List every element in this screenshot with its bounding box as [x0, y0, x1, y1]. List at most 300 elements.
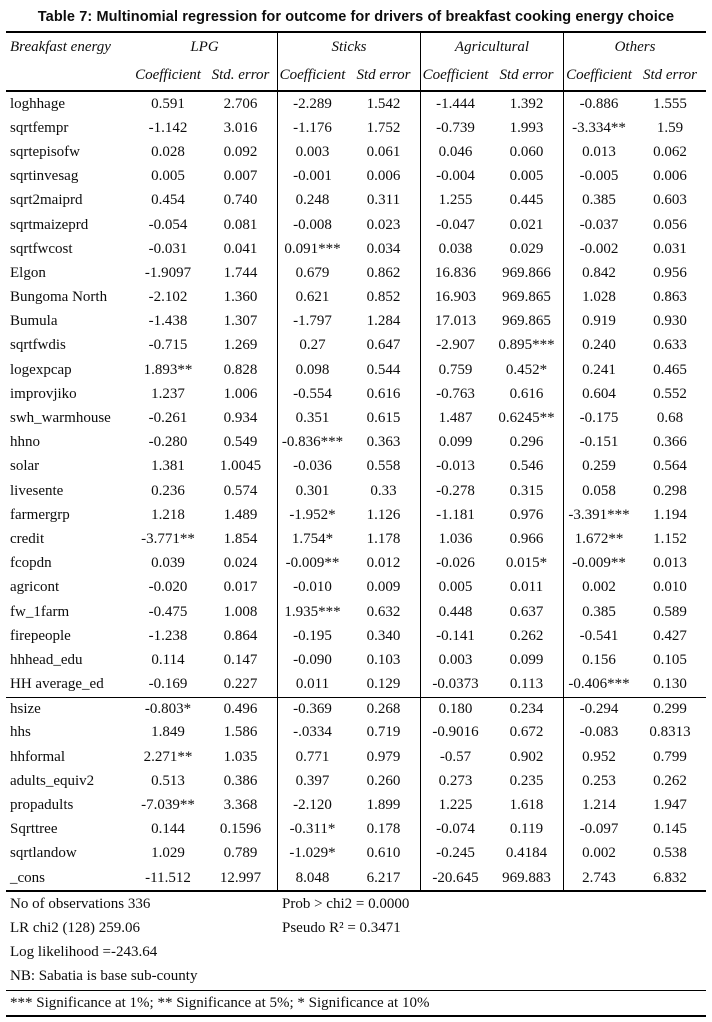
cell-value: 0.144 — [151, 821, 185, 838]
cell-value: 0.589 — [653, 603, 687, 620]
cell-value: -0.141 — [420, 624, 490, 648]
cell-value: 3.368 — [223, 797, 258, 814]
cell-value: 0.863 — [653, 289, 687, 306]
stat-lr-chi2: LR chi2 (128) 259.06 — [10, 919, 140, 936]
cell-value: -1.238 — [148, 627, 188, 644]
paper-table-page — [6, 6, 706, 1017]
row-label: sqrtepisofw — [10, 143, 80, 160]
cell-value: -0.036 — [277, 455, 347, 479]
table-row — [6, 745, 706, 769]
cell-value: -20.645 — [420, 866, 490, 890]
cell-value: 0.828 — [223, 361, 258, 378]
cell-value: -0.0373 — [420, 673, 490, 697]
row-label: Bumula — [10, 313, 58, 330]
cell-value: 0.235 — [509, 772, 544, 789]
cell-value: -0.074 — [420, 818, 490, 842]
stat-log-likelihood: Log likelihood =-243.64 — [10, 943, 158, 960]
cell-value: 0.006 — [653, 168, 687, 185]
cell-value: 1.487 — [420, 406, 490, 430]
cell-value: 0.930 — [653, 313, 687, 330]
cell-value: -0.886 — [563, 92, 634, 116]
cell-value: 0.015* — [505, 555, 548, 572]
cell-value: 0.007 — [223, 168, 258, 185]
cell-value: 969.865 — [502, 313, 551, 330]
cell-value: 969.883 — [502, 869, 551, 886]
significance-note: *** Significance at 1%; ** Significance at 5%; * Significance at 10% — [10, 994, 430, 1011]
cell-value: 0.632 — [366, 603, 401, 620]
cell-value: 0.385 — [563, 600, 634, 624]
cell-value: 1.947 — [653, 797, 687, 814]
cell-value: -2.102 — [148, 289, 188, 306]
cell-value: 0.771 — [277, 745, 347, 769]
cell-value: 1.284 — [366, 313, 401, 330]
cell-value: -0.803* — [144, 700, 192, 717]
table-row — [6, 455, 706, 479]
table-row — [6, 600, 706, 624]
cell-value: -0.013 — [420, 455, 490, 479]
cell-value: -0.195 — [277, 624, 347, 648]
cell-value: 0.363 — [366, 434, 401, 451]
cell-value: -1.952* — [277, 503, 347, 527]
cell-value: -0.836*** — [277, 431, 347, 455]
cell-value: 0.011 — [509, 579, 544, 596]
row-label: sqrtmaizeprd — [10, 216, 89, 233]
cell-value: 0.546 — [509, 458, 544, 475]
row-label: firepeople — [10, 627, 71, 644]
cell-value: 969.866 — [502, 264, 551, 281]
row-label: hhs — [10, 724, 31, 741]
cell-value: -0.715 — [148, 337, 188, 354]
table-row — [6, 189, 706, 213]
row-label: hhno — [10, 434, 40, 451]
column-header-lpg-stderror: Std. error — [211, 67, 270, 83]
cell-value: 0.061 — [366, 143, 401, 160]
cell-value: 0.023 — [366, 216, 401, 233]
cell-value: 0.315 — [509, 482, 544, 499]
table-row — [6, 576, 706, 600]
cell-value: 0.842 — [563, 261, 634, 285]
cell-value: -0.175 — [563, 406, 634, 430]
cell-value: 0.009 — [366, 579, 401, 596]
cell-value: 0.33 — [370, 482, 397, 499]
row-label: sqrtlandow — [10, 845, 77, 862]
table-row — [6, 793, 706, 817]
cell-value: 0.113 — [509, 676, 544, 693]
cell-value: -0.763 — [420, 382, 490, 406]
cell-value: 0.253 — [563, 769, 634, 793]
cell-value: 1.214 — [563, 793, 634, 817]
cell-value: 0.038 — [420, 237, 490, 261]
table-row — [6, 237, 706, 261]
cell-value: 0.610 — [366, 845, 401, 862]
column-header-others-coefficient: Coefficient — [563, 61, 634, 90]
cell-value: 0.011 — [277, 673, 347, 697]
cell-value: 0.672 — [509, 724, 544, 741]
cell-value: 0.976 — [509, 506, 544, 523]
table-row — [6, 334, 706, 358]
table-row — [6, 673, 706, 697]
cell-value: 0.862 — [366, 264, 401, 281]
cell-value: -1.9097 — [144, 264, 192, 281]
cell-value: 0.6245** — [498, 410, 555, 427]
cell-value: 1.59 — [656, 119, 684, 136]
row-label: loghhage — [10, 95, 65, 112]
table-row — [6, 382, 706, 406]
cell-value: 1.854 — [223, 530, 258, 547]
cell-value: 0.130 — [653, 676, 687, 693]
cell-value: 0.034 — [366, 240, 401, 257]
cell-value: 0.005 — [151, 168, 185, 185]
cell-value: 0.919 — [563, 310, 634, 334]
row-label: livesente — [10, 482, 64, 499]
cell-value: -0.005 — [563, 165, 634, 189]
cell-value: 0.615 — [366, 410, 401, 427]
row-label: swh_warmhouse — [10, 410, 111, 427]
table-row — [6, 842, 706, 866]
cell-value: 1.225 — [420, 793, 490, 817]
row-label: _cons — [10, 869, 45, 886]
cell-value: 0.8313 — [649, 724, 691, 741]
cell-value: 1.152 — [653, 530, 687, 547]
cell-value: -0.004 — [420, 165, 490, 189]
column-header-sticks-coefficient: Coefficient — [277, 61, 347, 90]
cell-value: 0.27 — [277, 334, 347, 358]
cell-value: 1.555 — [653, 95, 687, 112]
row-label: adults_equiv2 — [10, 772, 95, 789]
cell-value: 8.048 — [277, 866, 347, 890]
cell-value: -1.438 — [148, 313, 188, 330]
row-label: improvjiko — [10, 385, 77, 402]
cell-value: 0.114 — [151, 651, 185, 668]
table-row — [6, 648, 706, 672]
cell-value: -11.512 — [145, 869, 191, 886]
row-label: fcopdn — [10, 555, 52, 572]
cell-value: -0.151 — [563, 431, 634, 455]
cell-value: 0.002 — [563, 842, 634, 866]
cell-value: 2.706 — [223, 95, 258, 112]
cell-value: 0.005 — [420, 576, 490, 600]
cell-value: 1.006 — [223, 385, 258, 402]
row-label: propadults — [10, 797, 74, 814]
cell-value: 0.099 — [420, 431, 490, 455]
group-header-agricultural: Agricultural — [420, 33, 563, 61]
cell-value: 0.637 — [509, 603, 544, 620]
cell-value: -0.169 — [148, 676, 188, 693]
table-row — [6, 818, 706, 842]
cell-value: 0.021 — [509, 216, 544, 233]
cell-value: -.0334 — [277, 721, 347, 745]
cell-value: 1.392 — [509, 95, 544, 112]
stat-observations: No of observations 336 — [10, 895, 151, 912]
cell-value: -0.037 — [563, 213, 634, 237]
cell-value: 0.616 — [366, 385, 401, 402]
cell-value: 0.386 — [223, 772, 258, 789]
column-header-lpg-coefficient: Coefficient — [135, 67, 201, 83]
row-label: Sqrttree — [10, 821, 58, 838]
cell-value: -0.083 — [563, 721, 634, 745]
cell-value: 0.259 — [563, 455, 634, 479]
cell-value: -0.261 — [148, 410, 188, 427]
table-row — [6, 697, 706, 721]
cell-value: 1.586 — [223, 724, 258, 741]
cell-value: 1.381 — [151, 458, 185, 475]
significance-note-row — [6, 991, 706, 1017]
cell-value: 0.178 — [366, 821, 401, 838]
cell-value: 1.237 — [151, 385, 185, 402]
table-row — [6, 116, 706, 140]
table-row — [6, 721, 706, 745]
cell-value: 0.574 — [223, 482, 258, 499]
cell-value: 0.852 — [366, 289, 401, 306]
row-label: sqrtinvesag — [10, 168, 79, 185]
cell-value: -1.181 — [420, 503, 490, 527]
cell-value: 1.542 — [366, 95, 401, 112]
cell-value: 0.017 — [223, 579, 258, 596]
cell-value: 0.156 — [563, 648, 634, 672]
cell-value: 0.236 — [151, 482, 185, 499]
cell-value: 1.360 — [223, 289, 258, 306]
cell-value: 1.028 — [563, 286, 634, 310]
cell-value: 0.262 — [509, 627, 544, 644]
cell-value: -0.554 — [277, 382, 347, 406]
cell-value: 0.098 — [277, 358, 347, 382]
cell-value: 0.147 — [223, 651, 258, 668]
cell-value: 0.024 — [223, 555, 258, 572]
cell-value: -1.444 — [420, 92, 490, 116]
table-row — [6, 503, 706, 527]
cell-value: 0.099 — [509, 651, 544, 668]
cell-value: 0.616 — [509, 385, 544, 402]
cell-value: 0.227 — [223, 676, 258, 693]
regression-table — [6, 31, 706, 1017]
cell-value: 0.465 — [653, 361, 687, 378]
cell-value: 0.298 — [653, 482, 687, 499]
row-label: credit — [10, 530, 45, 547]
cell-value: -1.029* — [277, 842, 347, 866]
cell-value: 1.754* — [277, 527, 347, 551]
cell-value: 0.1596 — [219, 821, 262, 838]
cell-value: 0.340 — [366, 627, 401, 644]
cell-value: -0.020 — [148, 579, 188, 596]
group-header-lpg: LPG — [190, 38, 219, 55]
cell-value: 0.895*** — [498, 337, 555, 354]
cell-value: 0.299 — [653, 700, 687, 717]
cell-value: 0.366 — [653, 434, 687, 451]
cell-value: 1.269 — [223, 337, 258, 354]
column-header-sticks-stderror: Std error — [356, 67, 411, 83]
cell-value: 0.385 — [563, 189, 634, 213]
cell-value: 0.397 — [277, 769, 347, 793]
cell-value: 0.445 — [509, 192, 544, 209]
table-row — [6, 92, 706, 116]
cell-value: 0.105 — [653, 651, 687, 668]
cell-value: -1.176 — [277, 116, 347, 140]
cell-value: 1.008 — [223, 603, 258, 620]
group-header-others: Others — [563, 33, 706, 61]
cell-value: -2.907 — [420, 334, 490, 358]
table-row — [6, 261, 706, 285]
cell-value: 0.081 — [223, 216, 258, 233]
cell-value: 0.452* — [505, 361, 548, 378]
table-row — [6, 866, 706, 890]
cell-value: -3.391*** — [563, 503, 634, 527]
cell-value: 0.012 — [366, 555, 401, 572]
cell-value: 0.966 — [509, 530, 544, 547]
cell-value: 0.740 — [223, 192, 258, 209]
cell-value: -0.9016 — [420, 721, 490, 745]
cell-value: 1.218 — [151, 506, 185, 523]
cell-value: 1.849 — [151, 724, 185, 741]
row-label: farmergrp — [10, 506, 70, 523]
cell-value: 0.268 — [366, 700, 401, 717]
stat-line — [6, 940, 706, 964]
cell-value: 6.217 — [366, 869, 401, 886]
cell-value: 0.058 — [563, 479, 634, 503]
cell-value: 0.234 — [509, 700, 544, 717]
row-label: sqrtfwcost — [10, 240, 73, 257]
cell-value: 0.604 — [563, 382, 634, 406]
cell-value: 0.273 — [420, 769, 490, 793]
cell-value: 0.002 — [563, 576, 634, 600]
cell-value: -1.142 — [148, 119, 188, 136]
cell-value: 0.145 — [653, 821, 687, 838]
cell-value: 1.029 — [151, 845, 185, 862]
cell-value: -2.289 — [277, 92, 347, 116]
cell-value: -0.002 — [563, 237, 634, 261]
cell-value: 0.039 — [151, 555, 185, 572]
cell-value: 1.752 — [366, 119, 401, 136]
row-label: fw_1farm — [10, 603, 70, 620]
cell-value: -0.054 — [148, 216, 188, 233]
stat-line — [6, 916, 706, 940]
row-label: sqrtfempr — [10, 119, 69, 136]
cell-value: 0.301 — [277, 479, 347, 503]
cell-value: -0.311* — [277, 818, 347, 842]
cell-value: 0.103 — [366, 651, 401, 668]
cell-value: 1.255 — [420, 189, 490, 213]
table-row — [6, 310, 706, 334]
table-row — [6, 479, 706, 503]
cell-value: -0.245 — [420, 842, 490, 866]
row-label: Bungoma North — [10, 289, 108, 306]
table-body — [6, 92, 706, 892]
cell-value: 16.836 — [420, 261, 490, 285]
cell-value: 0.448 — [420, 600, 490, 624]
cell-value: -0.278 — [420, 479, 490, 503]
cell-value: 0.062 — [653, 143, 687, 160]
cell-value: -0.001 — [277, 165, 347, 189]
cell-value: 0.979 — [366, 748, 401, 765]
cell-value: 1.489 — [223, 506, 258, 523]
cell-value: -0.090 — [277, 648, 347, 672]
cell-value: 0.351 — [277, 406, 347, 430]
cell-value: 0.68 — [656, 410, 684, 427]
cell-value: 0.621 — [277, 286, 347, 310]
cell-value: 0.4184 — [505, 845, 548, 862]
cell-value: 1.744 — [223, 264, 258, 281]
column-header-others-stderror: Std error — [642, 67, 698, 83]
cell-value: 0.013 — [653, 555, 687, 572]
row-label: sqrtfwdis — [10, 337, 66, 354]
cell-value: 0.091*** — [277, 237, 347, 261]
row-label: hsize — [10, 700, 41, 717]
cell-value: 0.180 — [420, 698, 490, 721]
table-row — [6, 406, 706, 430]
table-row — [6, 165, 706, 189]
table-title: Table 7: Multinomial regression for outcome for drivers of breakfast cooking energy choice — [37, 9, 675, 25]
cell-value: 0.647 — [366, 337, 401, 354]
cell-value: -3.771** — [141, 530, 195, 547]
cell-value: 0.003 — [277, 140, 347, 164]
cell-value: 1.178 — [366, 530, 401, 547]
cell-value: -0.57 — [420, 745, 490, 769]
cell-value: 0.005 — [509, 168, 544, 185]
cell-value: 1.0045 — [219, 458, 262, 475]
cell-value: 0.092 — [223, 143, 258, 160]
cell-value: 0.003 — [420, 648, 490, 672]
cell-value: -0.475 — [148, 603, 188, 620]
cell-value: 0.046 — [420, 140, 490, 164]
cell-value: 0.010 — [653, 579, 687, 596]
model-stats — [6, 892, 706, 991]
table-row — [6, 624, 706, 648]
cell-value: 0.006 — [366, 168, 401, 185]
cell-value: 0.799 — [653, 748, 687, 765]
cell-value: 1.993 — [509, 119, 544, 136]
cell-value: 0.496 — [223, 700, 258, 717]
cell-value: 0.060 — [509, 143, 544, 160]
cell-value: -0.010 — [277, 576, 347, 600]
table-header — [6, 33, 706, 92]
cell-value: 0.028 — [151, 143, 185, 160]
cell-value: 1.618 — [509, 797, 544, 814]
cell-value: 0.031 — [653, 240, 687, 257]
cell-value: 0.056 — [653, 216, 687, 233]
cell-value: -0.009** — [563, 552, 634, 576]
cell-value: 1.899 — [366, 797, 401, 814]
cell-value: -0.009** — [277, 552, 347, 576]
cell-value: -0.026 — [420, 552, 490, 576]
cell-value: 1.036 — [420, 527, 490, 551]
cell-value: 0.552 — [653, 385, 687, 402]
cell-value: 0.311 — [366, 192, 401, 209]
cell-value: 1.307 — [223, 313, 258, 330]
row-label: HH average_ed — [10, 676, 104, 693]
cell-value: 0.902 — [509, 748, 544, 765]
cell-value: 0.513 — [151, 772, 185, 789]
row-label: Elgon — [10, 264, 46, 281]
group-header-row — [6, 33, 706, 61]
column-header-row — [6, 61, 706, 90]
cell-value: 0.544 — [366, 361, 401, 378]
cell-value: 0.538 — [653, 845, 687, 862]
cell-value: 969.865 — [502, 289, 551, 306]
cell-value: 1.126 — [366, 506, 401, 523]
table-row — [6, 140, 706, 164]
cell-value: 0.119 — [509, 821, 544, 838]
stat-line — [6, 892, 706, 916]
cell-value: 0.427 — [653, 627, 687, 644]
cell-value: -0.008 — [277, 213, 347, 237]
cell-value: 0.454 — [151, 192, 185, 209]
cell-value: 0.129 — [366, 676, 401, 693]
cell-value: -2.120 — [277, 793, 347, 817]
cell-value: 2.271** — [143, 748, 193, 765]
row-label: agricont — [10, 579, 60, 596]
stat-prob-chi2: Prob > chi2 = 0.0000 — [282, 895, 410, 912]
cell-value: -0.541 — [563, 624, 634, 648]
cell-value: 3.016 — [223, 119, 258, 136]
